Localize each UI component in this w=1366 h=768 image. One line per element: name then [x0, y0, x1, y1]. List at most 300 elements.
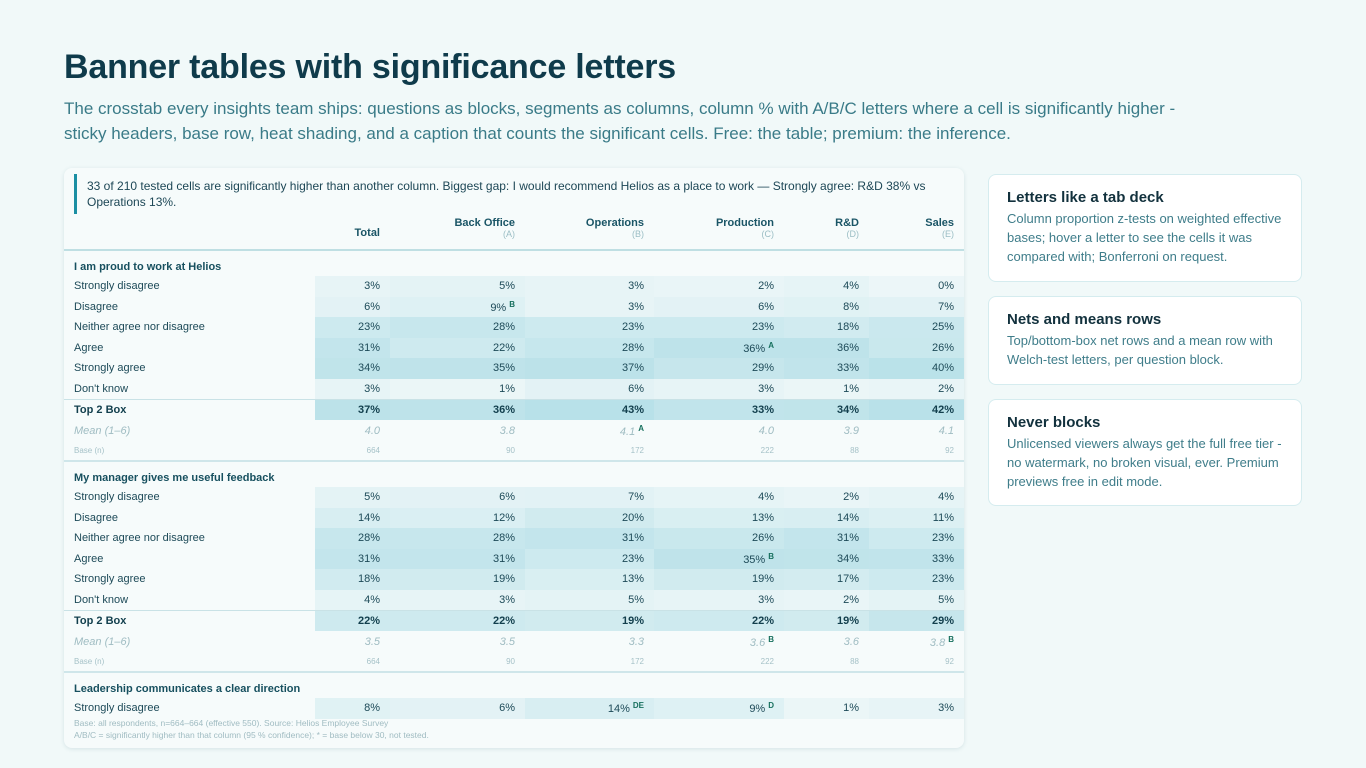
table-cell[interactable]: [654, 317, 784, 338]
cell-value: 22%: [492, 614, 515, 627]
cell-value: 31%: [357, 552, 380, 565]
table-cell[interactable]: [654, 441, 784, 461]
cell-value: 9%: [490, 301, 507, 314]
mean-row: [64, 420, 964, 441]
cell-value: 2%: [843, 491, 859, 504]
row-label: Top 2 Box: [64, 399, 315, 420]
banner-table: [64, 217, 964, 719]
cell-value: 20%: [621, 511, 644, 524]
cell-value: 5%: [364, 491, 380, 504]
table-row: [64, 297, 964, 318]
cell-value: 19%: [836, 614, 859, 627]
base-row: [64, 652, 964, 672]
table-row: [64, 338, 964, 359]
table-row: [64, 276, 964, 297]
cell-value: 17%: [836, 573, 859, 586]
significance-letter[interactable]: B: [768, 634, 774, 644]
table-cell[interactable]: [315, 508, 390, 529]
cell-value: 222: [760, 657, 774, 666]
cell-value: 37%: [357, 403, 380, 416]
table-cell[interactable]: [525, 590, 654, 611]
column-label: Production: [715, 217, 774, 229]
column-letter: (C): [761, 229, 774, 239]
cell-value: 664: [366, 446, 380, 455]
cell-value: 14%: [357, 511, 380, 524]
table-cell[interactable]: [315, 652, 390, 672]
cell-value: 40%: [931, 362, 954, 375]
cell-value: 4%: [843, 280, 859, 293]
cell-value: 34%: [836, 403, 859, 416]
table-cell[interactable]: [315, 631, 390, 652]
table-row: [64, 528, 964, 549]
cell-value: 22%: [492, 341, 515, 354]
table-cell[interactable]: [315, 549, 390, 570]
column-header-back-office[interactable]: [390, 217, 525, 250]
table-cell[interactable]: [869, 276, 964, 297]
cell-value: 5%: [499, 280, 515, 293]
table-cell[interactable]: [390, 652, 525, 672]
table-cell[interactable]: [784, 698, 869, 719]
table-cell[interactable]: [390, 508, 525, 529]
net-row: [64, 399, 964, 420]
cell-value: 35%: [492, 362, 515, 375]
table-cell[interactable]: [654, 610, 784, 631]
question-block-title: [64, 672, 964, 698]
table-cell[interactable]: [869, 441, 964, 461]
table-cell[interactable]: [315, 297, 390, 318]
cell-value: 3%: [499, 593, 515, 606]
feature-card-nets: [988, 296, 1302, 385]
cell-value: 6%: [628, 382, 644, 395]
cell-value: 5%: [628, 593, 644, 606]
column-letter: (B): [632, 229, 644, 239]
table-cell[interactable]: [654, 549, 784, 570]
table-cell[interactable]: [390, 528, 525, 549]
table-cell[interactable]: [869, 420, 964, 441]
table-cell[interactable]: [869, 652, 964, 672]
cell-value: 43%: [621, 403, 644, 416]
table-cell[interactable]: [525, 698, 654, 719]
cell-value: 23%: [931, 573, 954, 586]
cell-value: 3%: [758, 382, 774, 395]
table-cell[interactable]: [525, 610, 654, 631]
significance-caption: 33 of 210 tested cells are significantly higher than another column. Biggest gap: I would recommend Helios as a place to work — Strongly agree: R&D 38% vs Operations 13%.: [74, 174, 954, 214]
cell-value: 1%: [843, 702, 859, 715]
table-cell[interactable]: [869, 399, 964, 420]
cell-value: 26%: [931, 341, 954, 354]
table-cell[interactable]: [784, 379, 869, 400]
table-cell[interactable]: [315, 420, 390, 441]
significance-letter[interactable]: DE: [632, 701, 644, 711]
cell-value: 33%: [931, 552, 954, 565]
feature-card-body: Top/bottom-box net rows and a mean row with Welch-test letters, per question block.: [1007, 333, 1273, 367]
table-cell[interactable]: [315, 528, 390, 549]
cell-value: 3.5: [499, 635, 515, 648]
cell-value: 3%: [628, 280, 644, 293]
table-cell[interactable]: [869, 297, 964, 318]
table-cell[interactable]: [525, 631, 654, 652]
cell-value: 0%: [938, 280, 954, 293]
header-blank: [64, 217, 315, 250]
row-label: Don't know: [74, 593, 129, 606]
significance-letter[interactable]: D: [768, 701, 774, 711]
table-cell[interactable]: [654, 528, 784, 549]
cell-value: 90: [506, 446, 515, 455]
table-cell[interactable]: [315, 276, 390, 297]
table-cell[interactable]: [315, 399, 390, 420]
cell-value: 23%: [751, 321, 774, 334]
cell-value: 23%: [357, 321, 380, 334]
table-cell[interactable]: [869, 698, 964, 719]
table-cell[interactable]: [390, 276, 525, 297]
cell-value: 222: [760, 446, 774, 455]
table-cell[interactable]: [869, 358, 964, 379]
row-label: Don't know: [74, 382, 129, 395]
cell-value: 4.1: [619, 425, 636, 438]
column-label: Back Office: [454, 217, 515, 229]
table-cell[interactable]: [784, 317, 869, 338]
row-label: Top 2 Box: [64, 610, 315, 631]
cell-value: 3%: [364, 280, 380, 293]
table-cell[interactable]: [525, 487, 654, 508]
cell-value: 22%: [357, 614, 380, 627]
cell-value: 19%: [621, 614, 644, 627]
footnote-base: Base: all respondents, n=664–664 (effective 550). Source: Helios Employee Survey: [74, 718, 389, 728]
cell-value: 19%: [751, 573, 774, 586]
question-label: I am proud to work at Helios: [74, 260, 222, 273]
column-letter: (A): [503, 229, 515, 239]
table-cell[interactable]: [390, 569, 525, 590]
cell-value: 172: [630, 657, 644, 666]
cell-value: 6%: [499, 702, 515, 715]
table-cell[interactable]: [315, 590, 390, 611]
cell-value: 23%: [931, 532, 954, 545]
table-footnote: [74, 717, 429, 741]
table-cell[interactable]: [869, 317, 964, 338]
table-cell[interactable]: [525, 652, 654, 672]
table-cell[interactable]: [315, 317, 390, 338]
cell-value: 12%: [492, 511, 515, 524]
table-cell[interactable]: [390, 590, 525, 611]
table-cell[interactable]: [390, 420, 525, 441]
table-cell[interactable]: [784, 508, 869, 529]
cell-value: 4%: [364, 593, 380, 606]
table-cell[interactable]: [654, 698, 784, 719]
table-cell[interactable]: [654, 652, 784, 672]
cell-value: 5%: [938, 593, 954, 606]
cell-value: 34%: [836, 552, 859, 565]
table-cell[interactable]: [869, 569, 964, 590]
feature-card-title: Never blocks: [1007, 414, 1101, 431]
table-cell[interactable]: [784, 652, 869, 672]
table-cell[interactable]: [654, 379, 784, 400]
table-row: [64, 487, 964, 508]
table-cell[interactable]: [390, 399, 525, 420]
table-cell[interactable]: [869, 338, 964, 359]
table-cell[interactable]: [525, 420, 654, 441]
banner-table-card: [64, 168, 964, 748]
table-cell[interactable]: [654, 276, 784, 297]
question-label: Leadership communicates a clear direction: [64, 672, 964, 698]
cell-value: 3%: [758, 593, 774, 606]
table-cell[interactable]: [390, 338, 525, 359]
cell-value: 31%: [621, 532, 644, 545]
column-letter: (E): [942, 229, 954, 239]
cell-value: 28%: [492, 321, 515, 334]
cell-value: 36%: [836, 341, 859, 354]
cell-value: 29%: [931, 614, 954, 627]
cell-value: 3.5: [364, 635, 380, 648]
table-cell[interactable]: [390, 297, 525, 318]
cell-value: 6%: [499, 491, 515, 504]
cell-value: 3%: [364, 382, 380, 395]
table-row: [64, 549, 964, 570]
table-row: [64, 379, 964, 400]
cell-value: 4.0: [364, 424, 380, 437]
cell-value: 90: [506, 657, 515, 666]
table-cell[interactable]: [525, 528, 654, 549]
table-cell[interactable]: [315, 338, 390, 359]
row-label: Base (n): [64, 652, 315, 672]
table-cell[interactable]: [654, 338, 784, 359]
table-cell[interactable]: [654, 399, 784, 420]
cell-value: 4.0: [758, 424, 774, 437]
table-cell[interactable]: [315, 569, 390, 590]
feature-card-title: Nets and means rows: [1007, 311, 1162, 328]
cell-value: 37%: [621, 362, 644, 375]
table-cell[interactable]: [869, 631, 964, 652]
table-row: [64, 508, 964, 529]
table-cell[interactable]: [390, 379, 525, 400]
table-cell[interactable]: [784, 338, 869, 359]
row-label: Strongly disagree: [74, 280, 160, 293]
table-cell[interactable]: [390, 441, 525, 461]
table-cell[interactable]: [784, 610, 869, 631]
table-cell[interactable]: [654, 590, 784, 611]
cell-value: 6%: [758, 300, 774, 313]
cell-value: 33%: [836, 362, 859, 375]
table-cell[interactable]: [869, 528, 964, 549]
cell-value: 14%: [836, 511, 859, 524]
table-cell[interactable]: [315, 358, 390, 379]
table-cell[interactable]: [784, 631, 869, 652]
cell-value: 23%: [621, 321, 644, 334]
cell-value: 1%: [499, 382, 515, 395]
cell-value: 4%: [938, 491, 954, 504]
table-body: [64, 250, 964, 719]
cell-value: 3.8: [929, 636, 946, 649]
table-cell[interactable]: [784, 528, 869, 549]
table-cell[interactable]: [525, 317, 654, 338]
row-label: Mean (1–6): [74, 635, 131, 648]
table-cell[interactable]: [654, 420, 784, 441]
cell-value: 31%: [492, 552, 515, 565]
table-cell[interactable]: [784, 549, 869, 570]
table-cell[interactable]: [390, 317, 525, 338]
cell-value: 11%: [932, 511, 954, 524]
column-header-total[interactable]: [315, 217, 390, 250]
table-cell[interactable]: [315, 487, 390, 508]
cell-value: 7%: [938, 300, 954, 313]
table-cell[interactable]: [525, 358, 654, 379]
cell-value: 3%: [938, 702, 954, 715]
cell-value: 6%: [364, 300, 380, 313]
column-label: Sales: [925, 217, 954, 229]
cell-value: 9%: [749, 703, 766, 716]
cell-value: 31%: [836, 532, 859, 545]
cell-value: 4%: [758, 491, 774, 504]
cell-value: 664: [366, 657, 380, 666]
table-cell[interactable]: [869, 590, 964, 611]
cell-value: 14%: [607, 703, 630, 716]
table-cell[interactable]: [525, 276, 654, 297]
cell-value: 3.9: [843, 424, 859, 437]
question-block-title: [64, 461, 964, 487]
table-cell[interactable]: [784, 441, 869, 461]
row-label: Agree: [74, 341, 104, 354]
cell-value: 29%: [751, 362, 774, 375]
row-label: Strongly agree: [74, 362, 146, 375]
cell-value: 42%: [931, 403, 954, 416]
table-cell[interactable]: [390, 358, 525, 379]
table-cell[interactable]: [869, 610, 964, 631]
table-cell[interactable]: [784, 276, 869, 297]
base-row: [64, 441, 964, 461]
table-cell[interactable]: [784, 358, 869, 379]
cell-value: 3.6: [749, 636, 766, 649]
cell-value: 22%: [751, 614, 774, 627]
table-cell[interactable]: [869, 379, 964, 400]
column-label: Operations: [585, 217, 644, 229]
significance-letter[interactable]: B: [948, 634, 954, 644]
significance-letter[interactable]: A: [768, 340, 774, 350]
table-row: [64, 317, 964, 338]
feature-card-letters: [988, 174, 1302, 282]
table-cell[interactable]: [654, 487, 784, 508]
row-label: Strongly agree: [74, 573, 146, 586]
table-row: [64, 590, 964, 611]
cell-value: 33%: [751, 403, 774, 416]
cell-value: 1%: [843, 382, 859, 395]
table-cell[interactable]: [315, 441, 390, 461]
cell-value: 23%: [621, 552, 644, 565]
table-cell[interactable]: [784, 297, 869, 318]
row-label: Strongly disagree: [74, 491, 160, 504]
cell-value: 18%: [357, 573, 380, 586]
feature-card-body: Column proportion z-tests on weighted effective bases; hover a letter to see the cells it was compared with; Bonferroni on request.: [1007, 211, 1282, 264]
column-header-sales[interactable]: [869, 217, 964, 250]
cell-value: 2%: [843, 593, 859, 606]
table-cell[interactable]: [784, 399, 869, 420]
table-cell[interactable]: [315, 379, 390, 400]
table-cell[interactable]: [654, 508, 784, 529]
question-label: My manager gives me useful feedback: [64, 461, 964, 487]
cell-value: 8%: [843, 300, 859, 313]
table-cell[interactable]: [654, 569, 784, 590]
footnote-legend: A/B/C = significantly higher than that column (95 % confidence); * = base below 30, not tested.: [74, 730, 429, 740]
table-cell[interactable]: [315, 610, 390, 631]
table-cell[interactable]: [869, 549, 964, 570]
cell-value: 8%: [364, 702, 380, 715]
cell-value: 19%: [492, 573, 515, 586]
table-cell[interactable]: [869, 487, 964, 508]
table-cell[interactable]: [525, 399, 654, 420]
table-row: [64, 569, 964, 590]
table-cell[interactable]: [390, 631, 525, 652]
row-label: Neither agree nor disagree: [74, 321, 205, 334]
cell-value: 28%: [492, 532, 515, 545]
table-cell[interactable]: [390, 698, 525, 719]
cell-value: 28%: [621, 341, 644, 354]
significance-letter[interactable]: A: [638, 423, 644, 433]
cell-value: 172: [630, 446, 644, 455]
table-cell[interactable]: [525, 569, 654, 590]
significance-letter[interactable]: B: [509, 299, 515, 309]
cell-value: 3.6: [843, 635, 859, 648]
table-cell[interactable]: [315, 698, 390, 719]
table-cell[interactable]: [525, 297, 654, 318]
column-header-rnd[interactable]: [784, 217, 869, 250]
row-label: Base (n): [64, 441, 315, 461]
cell-value: 13%: [621, 573, 644, 586]
table-cell[interactable]: [390, 610, 525, 631]
feature-card-title: Letters like a tab deck: [1007, 189, 1164, 206]
cell-value: 36%: [492, 403, 515, 416]
table-cell[interactable]: [525, 379, 654, 400]
page-subtitle: The crosstab every insights team ships: questions as blocks, segments as columns, column % with A/B/C letters where a cell is significantly higher - sticky headers, base row, heat shading, and a caption that counts the significant cells. Free: the table; premium: the inference.: [64, 99, 1176, 143]
table-cell[interactable]: [654, 297, 784, 318]
cell-value: 88: [850, 657, 859, 666]
cell-value: 35%: [743, 553, 766, 566]
table-cell[interactable]: [869, 508, 964, 529]
table-cell[interactable]: [784, 487, 869, 508]
cell-value: 3%: [628, 300, 644, 313]
table-cell[interactable]: [390, 487, 525, 508]
table-cell[interactable]: [784, 590, 869, 611]
table-cell[interactable]: [525, 508, 654, 529]
cell-value: 2%: [758, 280, 774, 293]
table-row: [64, 358, 964, 379]
row-label: Agree: [74, 552, 104, 565]
feature-card-body: Unlicensed viewers always get the full free tier - no watermark, no broken visual, ever. Premium previews free in edit mode.: [1007, 436, 1282, 489]
cell-value: 3.8: [499, 424, 515, 437]
feature-card-never-blocks: [988, 399, 1302, 506]
cell-value: 26%: [751, 532, 774, 545]
column-header-production[interactable]: [654, 217, 784, 250]
table-cell[interactable]: [784, 420, 869, 441]
column-label: Total: [354, 227, 380, 239]
cell-value: 18%: [836, 321, 859, 334]
column-header-operations[interactable]: [525, 217, 654, 250]
cell-value: 25%: [931, 321, 954, 334]
table-cell[interactable]: [525, 549, 654, 570]
cell-value: 92: [945, 657, 954, 666]
table-cell[interactable]: [654, 631, 784, 652]
row-label: Strongly disagree: [74, 702, 160, 715]
row-label: Mean (1–6): [74, 424, 131, 437]
row-label: Disagree: [74, 300, 119, 313]
cell-value: 13%: [751, 511, 774, 524]
table-header: [64, 217, 964, 250]
cell-value: 31%: [357, 341, 380, 354]
table-cell[interactable]: [525, 441, 654, 461]
table-cell[interactable]: [784, 569, 869, 590]
table-cell[interactable]: [390, 549, 525, 570]
cell-value: 92: [945, 446, 954, 455]
significance-letter[interactable]: B: [768, 551, 774, 561]
table-cell[interactable]: [654, 358, 784, 379]
table-cell[interactable]: [525, 338, 654, 359]
